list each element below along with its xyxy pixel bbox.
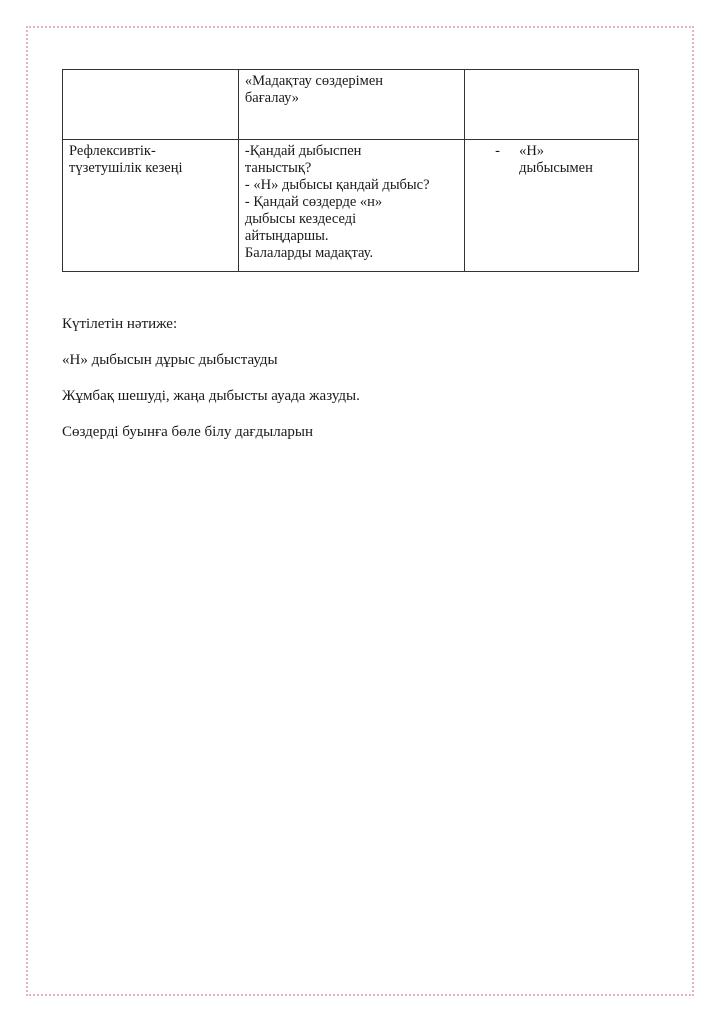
cell-text-line: «Н» — [519, 143, 545, 159]
cell-text-line: - Қандай сөздерде «н» — [244, 194, 383, 210]
student-activity-cell — [465, 140, 639, 272]
cell-text-line: «Мадақтау сөздерімен — [244, 73, 384, 89]
results-heading: Күтілетін нәтиже: — [62, 316, 178, 332]
cell-text-line: Рефлексивтік- — [69, 143, 156, 159]
table-cell — [63, 70, 239, 140]
cell-text-line: айтыңдаршы. — [244, 228, 329, 244]
table-cell — [465, 70, 639, 140]
table-cell — [238, 70, 464, 140]
bullet-text — [519, 143, 593, 177]
cell-text-line: -Қандай дыбыспен — [244, 143, 362, 159]
cell-text-line: дыбысымен — [519, 160, 593, 176]
teacher-activity-cell — [238, 140, 464, 272]
cell-text-line: таныстық? — [244, 160, 312, 176]
bullet-item — [471, 143, 632, 177]
result-item: «Н» дыбысын дұрыс дыбыстауды — [62, 352, 278, 368]
result-item: Жұмбақ шешуді, жаңа дыбысты ауада жазуды. — [62, 388, 360, 404]
cell-text-line: - «Н» дыбысы қандай дыбыс? — [244, 177, 430, 193]
cell-text-line: Балаларды мадақтау. — [244, 245, 374, 261]
stage-name-cell — [63, 140, 239, 272]
result-item: Сөздерді буынға бөле білу дағдыларын — [62, 424, 313, 440]
cell-text-line: түзетушілік кезеңі — [69, 160, 183, 176]
table-row — [63, 70, 639, 140]
lesson-table — [62, 69, 639, 272]
expected-results — [62, 315, 642, 459]
cell-text-line: бағалау» — [244, 90, 300, 106]
table-row — [63, 140, 639, 272]
cell-text-line: дыбысы кездеседі — [244, 211, 357, 227]
bullet-dash: - — [495, 143, 500, 159]
